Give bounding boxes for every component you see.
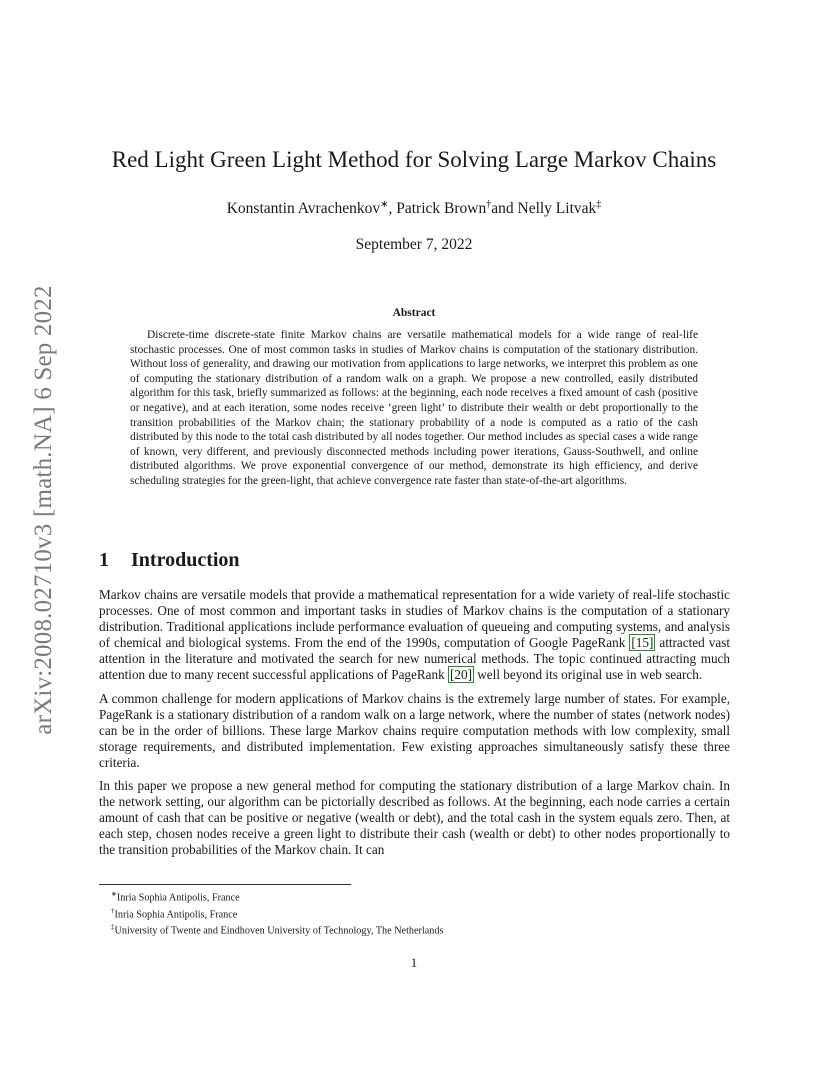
author-affiliation-mark: ∗ (380, 199, 389, 210)
author-separator: and (491, 200, 518, 218)
author-name: Patrick Brown (396, 200, 487, 218)
section-number: 1 (99, 549, 109, 571)
abstract-text: Discrete-time discrete-state finite Markov chains are versatile mathematical models for a wide range of real-life stochastic processes. One of most common tasks in studies of Markov chains is computation of the stationary distribution. Without loss of generality, and drawing our motivation from applications to large networks, we interpret this problem as one of computing the stationary distribution of a random walk on a graph. We propose a new controlled, easily distributed algorithm for this task, briefly summarized as follows: at the beginning, each node receives a fixed amount of cash (positive or negative), and at each iteration, some nodes receive ‘green light’ to distribute their wealth or debt proportionally to the transition probabilities of the Markov chain; the stationary probability of a node is computed as a ratio of the cash distributed by this node to the total cash distributed by all nodes together. Our method includes as special cases a wide range of known, very different, and previously disconnected methods including power iterations, Gauss-Southwell, and online distributed algorithms. We prove exponential convergence of our method, demonstrate its high efficiency, and derive scheduling strategies for the green-light, that achieve convergence rate faster than state-of-the-art algorithms. (130, 329, 698, 487)
paragraph: In this paper we propose a new general method for computing the stationary distribution of a large Markov chain. In the network setting, our algorithm can be pictorially described as follows. At the beginning, each node carries a certain amount of cash that can be positive or negative (wealth or debt), and the total cash in the system equals zero. Then, at each step, chosen nodes receive a green light to distribute their cash (wealth or debt) to other nodes proportionally to the transition probabilities of the Markov chain. It can (99, 778, 730, 858)
publication-date: September 7, 2022 (355, 236, 473, 253)
footnote (111, 905, 443, 922)
paragraph-text: well beyond its original use in web search. (473, 667, 703, 683)
page-number: 1 (410, 955, 418, 970)
paper-title: Red Light Green Light Method for Solving Large Markov Chains (111, 147, 717, 172)
author-affiliation-mark: ‡ (596, 199, 602, 210)
footnote-mark: ‡ (111, 923, 115, 932)
footnote (111, 888, 443, 905)
footnote-divider (99, 884, 351, 885)
arxiv-identifier-stamp: arXiv:2008.02710v3 [math.NA] 6 Sep 2022 (30, 285, 57, 735)
footnote-text: Inria Sophia Antipolis, France (116, 892, 240, 904)
author-name: Konstantin Avrachenkov (226, 200, 381, 218)
footnote-mark: ∗ (111, 890, 117, 898)
paragraph: A common challenge for modern applications of Markov chains is the extremely large number of states. For example, PageRank is a stationary distribution of a random walk on a large network, where the number of states (network nodes) can be in the order of billions. These large Markov chains require computation methods with low complexity, small storage requirements, and distributed implementation. Few existing approaches simultaneously satisfy these three criteria. (99, 690, 730, 770)
citation-number: [20] (450, 667, 472, 683)
author-separator: , (388, 200, 397, 218)
citation-number: [15] (631, 635, 654, 651)
footnote (111, 921, 443, 938)
footnote-mark: † (111, 906, 115, 915)
footnotes (111, 888, 443, 938)
section-title: Introduction (131, 549, 240, 571)
author-line (0, 199, 828, 218)
author-affiliation-mark: † (486, 199, 492, 210)
footnote-text: Inria Sophia Antipolis, France (114, 908, 238, 920)
paragraph (99, 587, 730, 684)
citation-link[interactable] (629, 634, 655, 651)
paragraph-text: Markov chains are versatile models that provide a mathematical representation for a wide variety of real-life stochastic processes. One of most common and important tasks in studies of Markov chains is the computation of a stationary distribution. Traditional applications include performance evaluation of queueing and computing systems, and analysis of chemical and biological systems. From the end of the 1990s, computation of Google PageRank (99, 587, 730, 651)
body-text (99, 587, 730, 866)
section-heading (99, 549, 240, 572)
citation-link[interactable] (448, 666, 474, 683)
author-name: Nelly Litvak (517, 200, 597, 218)
footnote-text: University of Twente and Eindhoven University of Technology, The Netherlands (114, 925, 444, 937)
abstract-heading: Abstract (392, 307, 436, 319)
paragraph-text: attracted vast attention in the literature and motivated the search for new numerical methods. The topic continued attracting much attention due to many recent successful applications of PageRank (99, 635, 730, 683)
